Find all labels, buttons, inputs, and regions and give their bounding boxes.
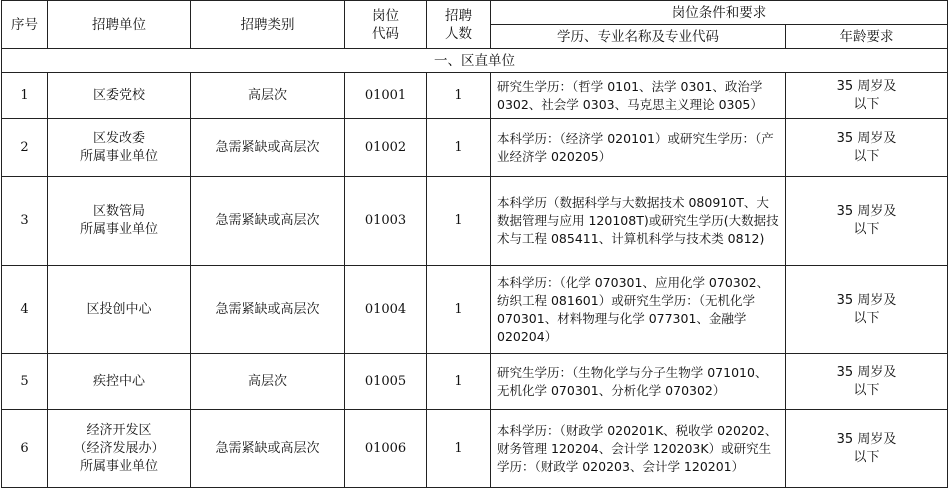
row-category: 急需紧缺或高层次 [191,410,345,488]
row-unit: 区发改委 所属事业单位 [48,119,191,177]
row-seq: 6 [2,410,48,488]
header-unit: 招聘单位 [48,1,191,49]
row-category: 急需紧缺或高层次 [191,266,345,354]
row-category: 急需紧缺或高层次 [191,119,345,177]
section-title: 一、区直单位 [2,49,948,73]
row-count: 1 [427,354,491,410]
header-code-text: 岗位 代码 [372,7,399,42]
row-code: 01004 [345,266,427,354]
row-requirement: 研究生学历：（哲学 0101、法学 0301、政治学 0302、社会学 0303、马克思主义理论 0305） [491,73,786,119]
row-seq: 3 [2,177,48,266]
row-unit: 疾控中心 [48,354,191,410]
table-row [2,177,948,266]
row-age: 35 周岁及 以下 [786,354,948,410]
row-age: 35 周岁及 以下 [786,177,948,266]
row-age: 35 周岁及 以下 [786,266,948,354]
row-code: 01006 [345,410,427,488]
row-count: 1 [427,73,491,119]
row-unit: 区委党校 [48,73,191,119]
row-seq: 5 [2,354,48,410]
header-age: 年龄要求 [786,25,948,49]
row-seq: 2 [2,119,48,177]
row-code: 01005 [345,354,427,410]
row-age: 35 周岁及 以下 [786,119,948,177]
header-code [345,1,427,49]
recruitment-table [1,0,948,488]
row-category: 急需紧缺或高层次 [191,177,345,266]
header-count-text: 招聘 人数 [445,7,472,42]
header-count [427,1,491,49]
header-category: 招聘类别 [191,1,345,49]
table-row [2,266,948,354]
row-age: 35 周岁及 以下 [786,410,948,488]
row-requirement: 研究生学历：（生物化学与分子生物学 071010、无机化学 070301、分析化学 070302） [491,354,786,410]
row-count: 1 [427,119,491,177]
header-conditions: 岗位条件和要求 [491,1,948,25]
row-category: 高层次 [191,73,345,119]
table-row [2,119,948,177]
row-code: 01001 [345,73,427,119]
row-requirement: 本科学历：（化学 070301、应用化学 070302、纺织工程 081601）或研究生学历：（无机化学 070301、材料物理与化学 077301、金融学 020204） [491,266,786,354]
header-seq: 序号 [2,1,48,49]
table-row [2,73,948,119]
row-count: 1 [427,177,491,266]
row-requirement: 本科学历：（财政学 020201K、税收学 020202、财务管理 120204、会计学 120203K）或研究生学历：（财政学 020203、会计学 120201） [491,410,786,488]
row-seq: 4 [2,266,48,354]
row-unit: 经济开发区 （经济发展办） 所属事业单位 [48,410,191,488]
row-unit: 区投创中心 [48,266,191,354]
row-category: 高层次 [191,354,345,410]
row-age: 35 周岁及 以下 [786,73,948,119]
row-unit: 区数管局 所属事业单位 [48,177,191,266]
row-requirement: 本科学历（数据科学与大数据技术 080910T、大数据管理与应用 120108T)或研究生学历(大数据技术与工程 085411、计算机科学与技术类 0812) [491,177,786,266]
row-count: 1 [427,266,491,354]
table-row [2,410,948,488]
row-code: 01002 [345,119,427,177]
header-education: 学历、专业名称及专业代码 [491,25,786,49]
table-row [2,354,948,410]
row-requirement: 本科学历：（经济学 020101）或研究生学历：（产业经济学 020205） [491,119,786,177]
row-code: 01003 [345,177,427,266]
row-seq: 1 [2,73,48,119]
row-count: 1 [427,410,491,488]
